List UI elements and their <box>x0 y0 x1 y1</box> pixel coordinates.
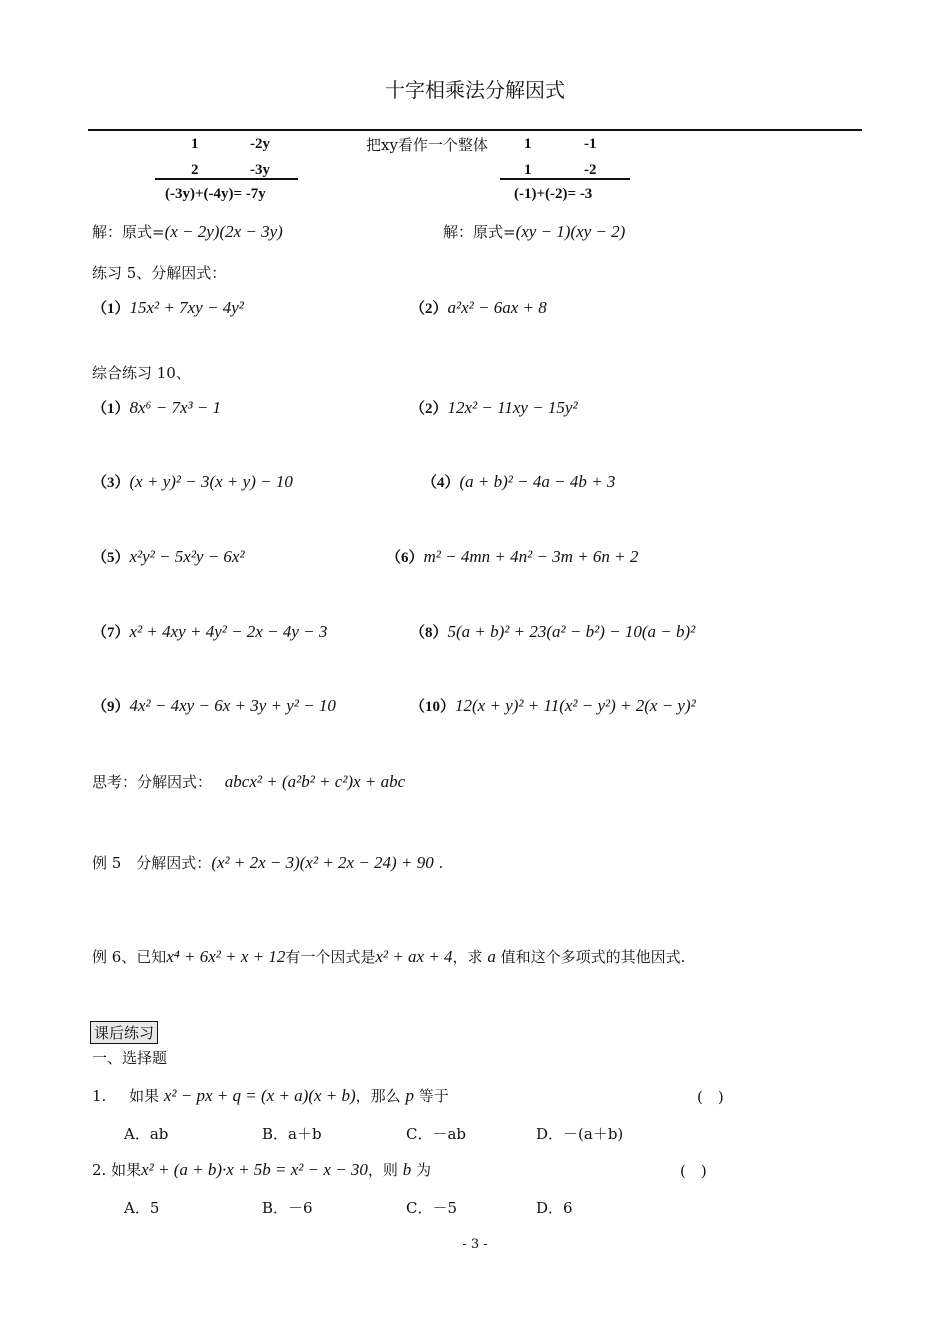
question-var: p <box>405 1086 414 1105</box>
item-expr: (a + b)² − 4a − 4b + 3 <box>459 472 616 491</box>
practice10-item-6 <box>386 546 638 567</box>
think-label: 思考：分解因式： <box>92 773 213 791</box>
practice10-item-4 <box>422 471 615 492</box>
item-number: （2） <box>410 301 448 317</box>
practice5-heading: 练习 5、分解因式： <box>92 264 227 282</box>
solution-right-prefix: 解：原式= <box>443 223 516 241</box>
option-c[interactable]: C．－ab <box>406 1125 467 1143</box>
item-expr: 12(x + y)² + 11(x² − y²) + 2(x − y)² <box>455 696 696 715</box>
item-expr: x²y² − 5x²y − 6x² <box>129 547 245 566</box>
question-expr: x² + (a + b)·x + 5b = x² − x − 30 <box>141 1160 368 1179</box>
homework-section-title: 一、选择题 <box>92 1049 168 1067</box>
question-number: 2. <box>92 1161 107 1179</box>
example6 <box>92 946 685 967</box>
item-number: （4） <box>422 475 460 491</box>
example6-expr-1: x⁴ + 6x² + x + 12 <box>166 947 286 966</box>
question-text: ，则 <box>367 1161 398 1179</box>
solution-right <box>443 221 625 242</box>
think-problem <box>92 771 405 792</box>
option-b[interactable]: B．a＋b <box>262 1125 322 1143</box>
item-expr: x² + 4xy + 4y² − 2x − 4y − 3 <box>129 622 328 641</box>
item-number: （1） <box>92 401 130 417</box>
item-expr: 8x⁶ − 7x³ − 1 <box>129 398 222 417</box>
item-expr: (x + y)² − 3(x + y) − 10 <box>129 472 293 491</box>
title-divider <box>88 129 862 131</box>
solution-left-expr: (x − 2y)(2x − 3y) <box>164 222 283 241</box>
practice10-item-10 <box>410 695 696 716</box>
cross-left-r2c1: 2 <box>191 162 199 178</box>
practice10-item-7 <box>92 621 327 642</box>
practice10-item-2 <box>410 397 578 418</box>
example6-text-4: 值和这个多项式的其他因式. <box>500 948 686 966</box>
page-title: 十字相乘法分解因式 <box>385 78 565 102</box>
cross-left-r2c2: -3y <box>250 162 270 178</box>
practice10-item-5 <box>92 546 245 567</box>
cross-right-r2c1: 1 <box>524 162 532 178</box>
cross-right-line <box>500 178 630 180</box>
question-text: 如果 <box>111 1161 142 1179</box>
answer-paren: ( ) <box>697 1088 724 1106</box>
think-expr: abcx² + (a²b² + c²)x + abc <box>224 772 406 791</box>
example6-text-3: ，求 <box>452 948 483 966</box>
item-expr: 4x² − 4xy − 6x + 3y + y² − 10 <box>129 696 336 715</box>
homework-box-label: 课后练习 <box>90 1021 158 1044</box>
item-number: （9） <box>92 699 130 715</box>
item-number: （7） <box>92 625 130 641</box>
solution-right-expr: (xy − 1)(xy − 2) <box>515 222 626 241</box>
practice10-item-1 <box>92 397 221 418</box>
practice10-item-3 <box>92 471 293 492</box>
cross-right-r2c2: -2 <box>584 162 597 178</box>
item-number: （8） <box>410 625 448 641</box>
question-1 <box>92 1085 449 1106</box>
answer-paren: ( ) <box>680 1162 707 1180</box>
item-expr: 12x² − 11xy − 15y² <box>447 398 578 417</box>
example6-text-2: 有一个因式是 <box>285 948 376 966</box>
cross-right-r1c1: 1 <box>524 136 532 152</box>
option-b[interactable]: B．－6 <box>262 1199 313 1217</box>
option-c[interactable]: C．－5 <box>406 1199 458 1217</box>
item-expr: a²x² − 6ax + 8 <box>447 298 547 317</box>
question-text: 为 <box>415 1161 431 1179</box>
option-a[interactable]: A．ab <box>124 1125 169 1143</box>
practice10-heading: 综合练习 10、 <box>92 364 191 382</box>
item-number: （6） <box>386 550 424 566</box>
example5-label: 例 5 分解因式： <box>92 854 212 872</box>
practice5-item-2 <box>410 297 547 318</box>
option-d[interactable]: D．6 <box>536 1199 573 1217</box>
item-expr: 5(a + b)² + 23(a² − b²) − 10(a − b)² <box>447 622 696 641</box>
option-a[interactable]: A．5 <box>124 1199 160 1217</box>
page-number: - 3 - <box>462 1237 488 1252</box>
question-text: 如果 <box>129 1087 160 1105</box>
cross-left-sum: (-3y)+(-4y)= -7y <box>165 186 266 202</box>
item-expr: m² − 4mn + 4n² − 3m + 6n + 2 <box>423 547 639 566</box>
item-number: （10） <box>410 699 456 715</box>
cross-right-sum: (-1)+(-2)= -3 <box>514 186 593 202</box>
cross-right-note: 把xy看作一个整体 <box>366 136 488 154</box>
cross-right-r1c2: -1 <box>584 136 597 152</box>
item-number: （5） <box>92 550 130 566</box>
item-number: （1） <box>92 301 130 317</box>
item-expr: 15x² + 7xy − 4y² <box>129 298 244 317</box>
solution-left-prefix: 解：原式= <box>92 223 165 241</box>
example5-end: . <box>438 854 444 872</box>
example5-expr: (x² + 2x − 3)(x² + 2x − 24) + 90 <box>211 853 434 872</box>
question-text: 等于 <box>418 1087 449 1105</box>
item-number: （2） <box>410 401 448 417</box>
example6-expr-2: x² + ax + 4 <box>375 947 453 966</box>
example5 <box>92 852 443 873</box>
question-var: b <box>402 1160 412 1179</box>
example6-text-1: 例 6、已知 <box>92 948 167 966</box>
question-text: ，那么 <box>355 1087 401 1105</box>
cross-left-r1c2: -2y <box>250 136 270 152</box>
cross-left-r1c1: 1 <box>191 136 199 152</box>
practice5-item-1 <box>92 297 244 318</box>
solution-left <box>92 221 283 242</box>
practice10-item-9 <box>92 695 336 716</box>
practice10-item-8 <box>410 621 695 642</box>
question-expr: x² − px + q = (x + a)(x + b) <box>163 1086 356 1105</box>
question-2 <box>92 1159 431 1180</box>
cross-left-line <box>155 178 298 180</box>
item-number: （3） <box>92 475 130 491</box>
example6-var: a <box>487 947 496 966</box>
option-d[interactable]: D．－(a＋b) <box>536 1125 624 1143</box>
question-number: 1. <box>92 1087 107 1105</box>
